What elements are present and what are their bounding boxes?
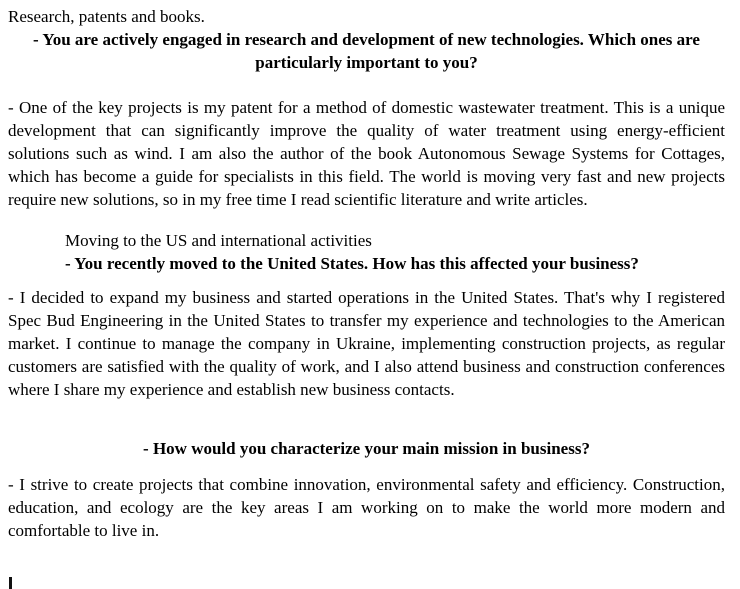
clipped-next-line-mark <box>9 577 12 589</box>
section-label-moving: Moving to the US and international activities <box>65 231 372 250</box>
section-label-research: Research, patents and books. <box>8 7 205 26</box>
interview-question-technologies: - You are actively engaged in research and development of new technologies. Which ones are particularly important to you? <box>33 30 700 72</box>
interview-answer-mission: - I strive to create projects that combine innovation, environmental safety and efficiency. Construction, education, and ecology are the key areas I am working on to make the world more modern and comfortable to live in. <box>8 475 725 540</box>
interview-answer-patent: - One of the key projects is my patent for a method of domestic wastewater treatment. This is a unique development that can significantly improve the quality of water treatment using energy-efficient solutions such as wind. I am also the author of the book Autonomous Sewage Systems for Cottages, which has become a guide for specialists in this field. The world is moving very fast and new projects require new solutions, so in my free time I read scientific literature and write articles. <box>8 98 725 209</box>
interview-question-mission: - How would you characterize your main mission in business? <box>143 439 590 458</box>
section-moving-to-us <box>8 229 725 275</box>
interview-answer-expansion: - I decided to expand my business and started operations in the United States. That's why I registered Spec Bud Engineering in the United States to transfer my experience and technologies to the American market. I continue to manage the company in Ukraine, implementing construction projects, as regular customers are satisfied with the quality of work, and I also attend business and construction conferences where I share my experience and establish new business contacts. <box>8 288 725 399</box>
interview-question-moved-us: - You recently moved to the United States. How has this affected your business? <box>65 254 639 273</box>
